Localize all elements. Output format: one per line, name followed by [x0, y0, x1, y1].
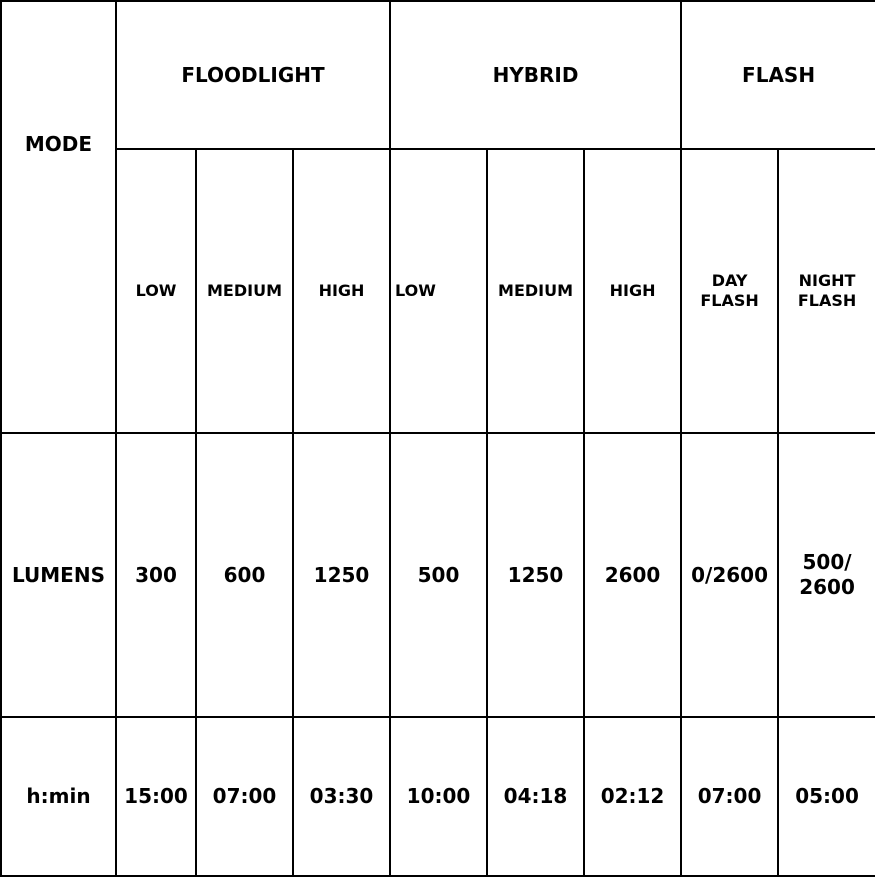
lumens-row-label: LUMENS [1, 433, 116, 717]
runtime-day-flash: 07:00 [681, 717, 778, 876]
runtime-floodlight-medium: 07:00 [196, 717, 293, 876]
lumens-night-flash: 500/ 2600 [778, 433, 875, 717]
flash-header: FLASH [681, 1, 875, 149]
lumens-day-flash: 0/2600 [681, 433, 778, 717]
lumens-hybrid-high: 2600 [584, 433, 681, 717]
lumens-row [1, 433, 875, 717]
floodlight-header: FLOODLIGHT [116, 1, 390, 149]
runtime-hybrid-medium: 04:18 [487, 717, 584, 876]
group-header-row [1, 1, 875, 149]
sub-header-hybrid-medium: MEDIUM [487, 149, 584, 433]
sub-header-floodlight-low: LOW [116, 149, 196, 433]
sub-header-hybrid-low: LOW [390, 149, 487, 433]
runtime-row [1, 717, 875, 876]
lumens-floodlight-medium: 600 [196, 433, 293, 717]
hybrid-header: HYBRID [390, 1, 681, 149]
runtime-hybrid-low: 10:00 [390, 717, 487, 876]
lumens-hybrid-low: 500 [390, 433, 487, 717]
runtime-floodlight-high: 03:30 [293, 717, 390, 876]
runtime-floodlight-low: 15:00 [116, 717, 196, 876]
runtime-row-label: h:min [1, 717, 116, 876]
runtime-hybrid-high: 02:12 [584, 717, 681, 876]
sub-header-row [1, 149, 875, 433]
runtime-night-flash: 05:00 [778, 717, 875, 876]
sub-header-floodlight-medium: MEDIUM [196, 149, 293, 433]
lumens-floodlight-high: 1250 [293, 433, 390, 717]
mode-header-label: MODE [24, 131, 93, 156]
sub-header-hybrid-high: HIGH [584, 149, 681, 433]
sub-header-night-flash: NIGHT FLASH [778, 149, 875, 433]
lumens-hybrid-medium: 1250 [487, 433, 584, 717]
mode-header [1, 1, 116, 433]
sub-header-floodlight-high: HIGH [293, 149, 390, 433]
sub-header-day-flash: DAY FLASH [681, 149, 778, 433]
lumens-floodlight-low: 300 [116, 433, 196, 717]
